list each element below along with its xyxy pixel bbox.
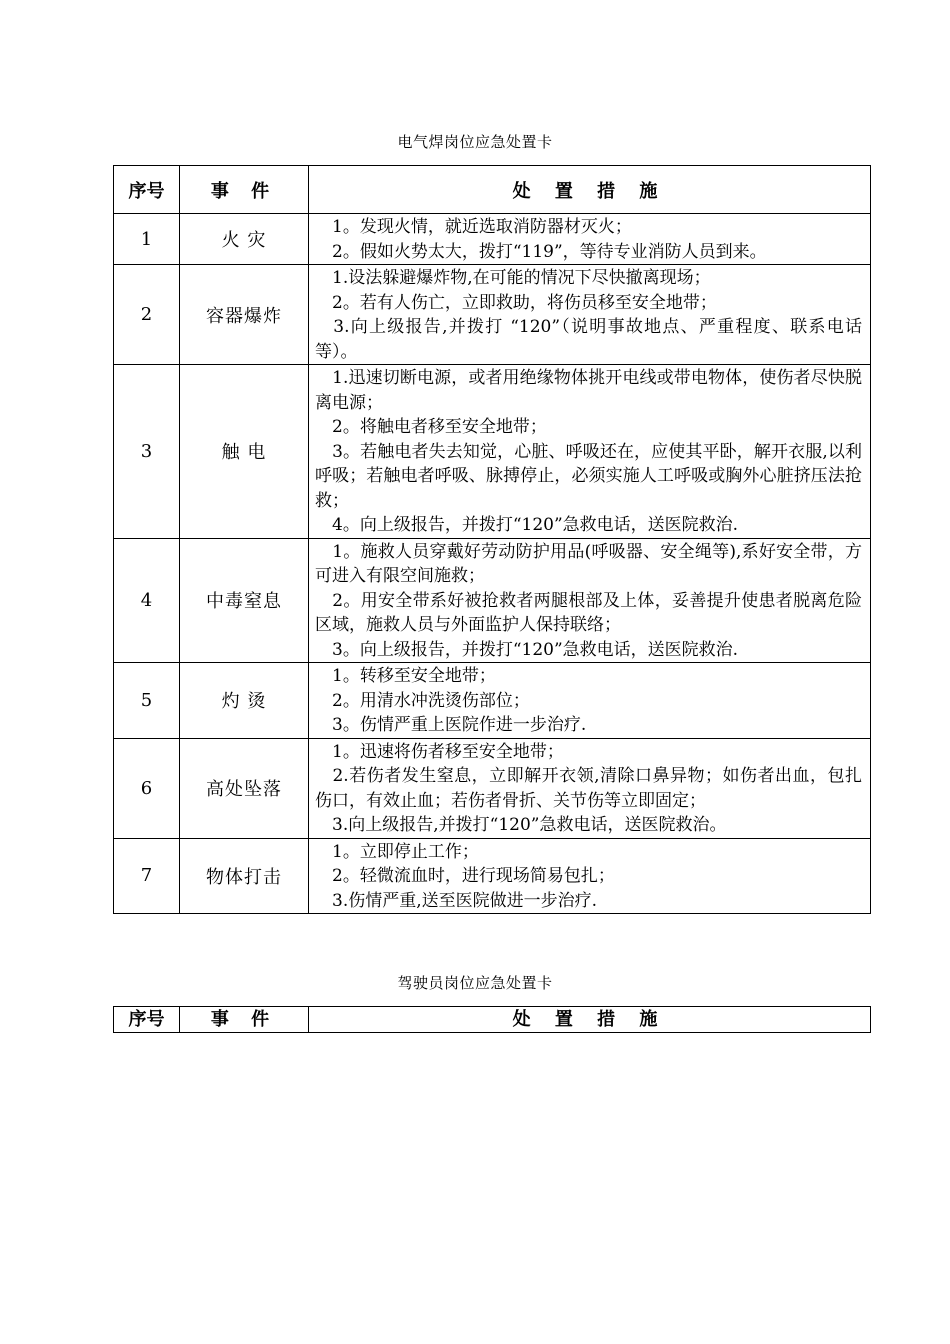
event-name: 灼 烫 [180, 663, 309, 739]
measure-step: 2。用清水冲洗烫伤部位； [315, 690, 530, 711]
table-row [114, 265, 871, 365]
table-row [114, 214, 871, 265]
measures-cell [309, 663, 871, 739]
measures-cell [309, 738, 871, 838]
measures-cell [309, 538, 871, 663]
measure-step: 1。转移至安全地带； [315, 666, 496, 686]
header-event: 事 件 [180, 1007, 309, 1033]
measure-step: 3。向上级报告，并拨打“120”急救电话，送医院救治. [315, 639, 739, 660]
header-no: 序号 [114, 1007, 180, 1033]
header-event: 事 件 [180, 166, 309, 214]
event-name: 高处坠落 [180, 738, 309, 838]
header-measures: 处 置 措 施 [309, 166, 871, 214]
card-title-driver: 驾驶员岗位应急处置卡 [397, 974, 553, 992]
measures-cell [309, 214, 871, 265]
event-name: 触 电 [180, 365, 309, 539]
measure-step: 2。用安全带系好被抢救者两腿根部及上体，妥善提升使患者脱离危险区域，施救人员与外面监护人保持联络； [315, 590, 862, 635]
measure-step: 3。若触电者失去知觉，心脏、呼吸还在，应使其平卧，解开衣服,以利呼吸；若触电者呼吸、脉搏停止，必须实施人工呼吸或胸外心脏挤压法抢救； [315, 441, 862, 511]
table-row [114, 838, 871, 914]
row-number: 2 [114, 265, 180, 365]
measure-step: 1.迅速切断电源，或者用绝缘物体挑开电线或带电物体，使伤者尽快脱离电源； [315, 368, 862, 413]
measure-step: 2。将触电者移至安全地带； [315, 417, 547, 437]
measure-step: 4。向上级报告，并拨打“120”急救电话，送医院救治. [315, 515, 739, 535]
table-row [114, 538, 871, 663]
measure-step: 1。发现火情，就近选取消防器材灭火； [315, 217, 632, 237]
table-header-row [114, 166, 871, 214]
measure-step: 2。若有人伤亡，立即救助，将伤员移至安全地带； [315, 292, 717, 313]
measure-step: 3.伤情严重,送至医院做进一步治疗. [315, 890, 598, 911]
measure-step: 1。迅速将伤者移至安全地带； [315, 741, 564, 762]
measure-step: 3。伤情严重上医院作进一步治疗. [315, 715, 587, 735]
row-number: 5 [114, 663, 180, 739]
table-header-row [114, 1007, 871, 1033]
emergency-table-driver [113, 1006, 871, 1033]
header-measures: 处 置 措 施 [309, 1007, 871, 1033]
measure-step: 1。施救人员穿戴好劳动防护用品(呼吸器、安全绳等),系好安全带，方可进入有限空间施救； [315, 541, 862, 586]
event-name: 容器爆炸 [180, 265, 309, 365]
event-name: 中毒窒息 [180, 538, 309, 663]
measure-step: 2。假如火势太大，拨打“119”，等待专业消防人员到来。 [315, 241, 767, 262]
measures-cell [309, 838, 871, 914]
measure-step: 2.若伤者发生窒息，立即解开衣领,清除口鼻异物；如伤者出血，包扎伤口，有效止血；若伤者骨折、关节伤等立即固定； [315, 766, 862, 811]
measure-step: 1。立即停止工作； [315, 841, 479, 862]
table-row [114, 663, 871, 739]
row-number: 3 [114, 365, 180, 539]
event-name: 物体打击 [180, 838, 309, 914]
measures-cell [309, 365, 871, 539]
measure-step: 3.向上级报告,并拨打 “120”（说明事故地点、严重程度、联系电话等）。 [315, 317, 862, 362]
emergency-table-welding [113, 165, 871, 914]
measure-step: 3.向上级报告,并拨打“120”急救电话，送医院救治。 [315, 815, 727, 835]
header-no: 序号 [114, 166, 180, 214]
row-number: 4 [114, 538, 180, 663]
measures-cell [309, 265, 871, 365]
event-name: 火 灾 [180, 214, 309, 265]
row-number: 6 [114, 738, 180, 838]
table-row [114, 738, 871, 838]
card-title-welding: 电气焊岗位应急处置卡 [397, 133, 553, 151]
measure-step: 2。轻微流血时，进行现场简易包扎； [315, 866, 615, 886]
measure-step: 1.设法躲避爆炸物,在可能的情况下尽快撤离现场； [315, 268, 711, 288]
row-number: 1 [114, 214, 180, 265]
row-number: 7 [114, 838, 180, 914]
table-row [114, 365, 871, 539]
table-body [114, 214, 871, 914]
